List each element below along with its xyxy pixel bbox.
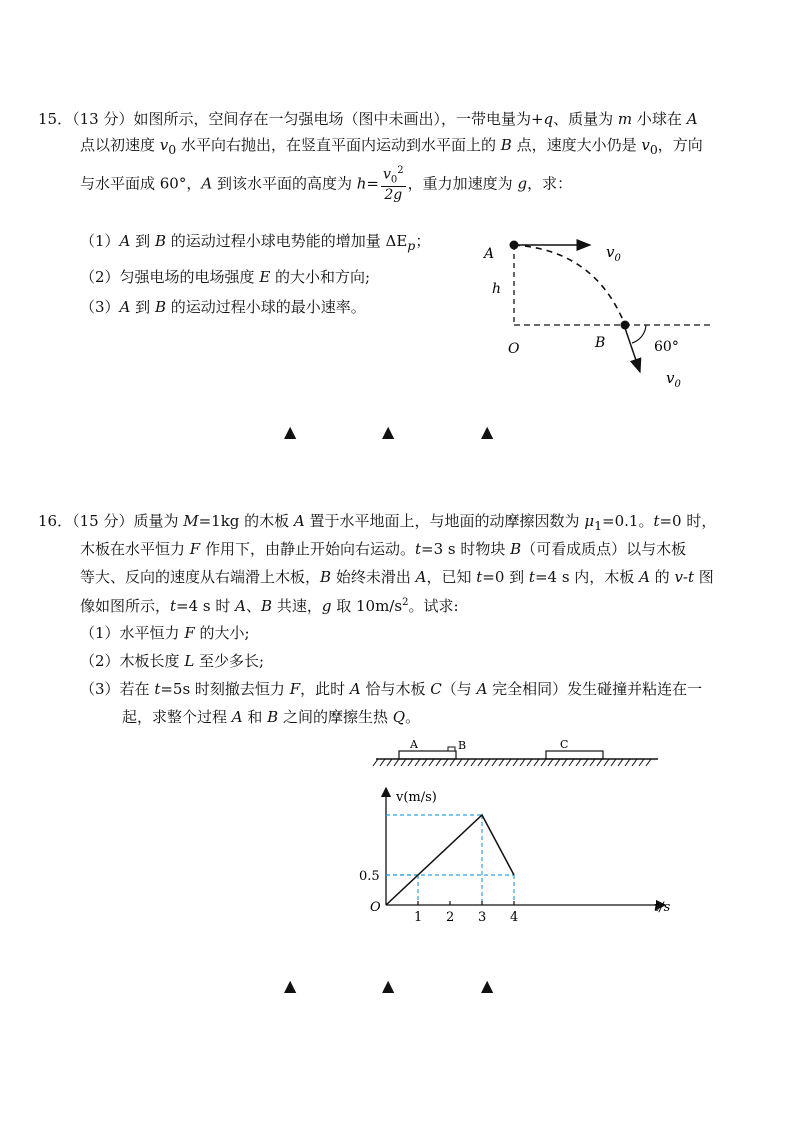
end-marker-1a: ▲ [284, 422, 297, 441]
label-angle: 60° [654, 339, 679, 355]
q15-part-1: （1）A 到 B 的运动过程小球电势能的增加量 $\Delta E_p$； [80, 232, 431, 253]
origin-label: O [370, 900, 381, 915]
hatch-mark [548, 759, 553, 766]
hatch-mark [471, 759, 476, 766]
hatch-mark [604, 759, 609, 766]
block-B [448, 747, 455, 751]
hatch-mark [576, 759, 581, 766]
q16-line-1: 16．（15 分）质量为 M=1kg 的木板 A 置于水平地面上，与地面的动摩擦因数为 $\mu_1=0.1$。t=0 时， [38, 512, 717, 533]
point-A [510, 241, 519, 250]
hatch-mark [646, 759, 651, 766]
hatch-mark [513, 759, 518, 766]
point-B [621, 321, 630, 330]
hatch-mark [541, 759, 546, 766]
q16-part-3-cont: 起，求整个过程 A 和 B 之间的摩擦生热 Q。 [122, 708, 421, 726]
x-tick-label: 3 [478, 910, 487, 925]
x-tick-label: 4 [510, 910, 519, 925]
hatch-mark [443, 759, 448, 766]
hatch-mark [485, 759, 490, 766]
hatch-mark [639, 759, 644, 766]
hatch-mark [380, 759, 385, 766]
hatch-mark [436, 759, 441, 766]
hatch-mark [408, 759, 413, 766]
q15-part-2: （2）匀强电场的电场强度 E 的大小和方向; [80, 268, 371, 286]
ground-hatch [373, 759, 651, 766]
hatch-mark [450, 759, 455, 766]
hatch-mark [394, 759, 399, 766]
board-A-label: A [410, 738, 418, 751]
label-v0-top: $v_0$ [606, 243, 621, 264]
q16-part-1: （1）水平恒力 F 的大小; [80, 624, 250, 642]
boards-figure [370, 735, 670, 775]
y-axis-label: v(m/s) [396, 790, 437, 805]
label-B: B [595, 335, 606, 351]
velocity-line [386, 815, 514, 905]
hatch-mark [415, 759, 420, 766]
end-marker-1b: ▲ [382, 422, 395, 441]
q15-line-1: 15．（13 分）如图所示，空间存在一匀强电场（图中未画出），一带电量为+q、质量为 m 小球在 A [38, 110, 698, 128]
hatch-mark [555, 759, 560, 766]
q16-line-4: 像如图所示，t=4 s 时 A、B 共速，g 取 $10m/s^2$。试求: [80, 597, 459, 615]
q16-line-2: 木板在水平恒力 F 作用下，由静止开始向右运动。t=3 s 时物块 B（可看成质点）以与木板 [80, 540, 687, 558]
x-tick-label: 1 [414, 910, 423, 925]
label-O: O [508, 341, 520, 357]
hatch-mark [569, 759, 574, 766]
hatch-mark [457, 759, 462, 766]
end-marker-2b: ▲ [382, 976, 395, 995]
q16-part-2: （2）木板长度 L 至少多长; [80, 652, 265, 670]
end-marker-2c: ▲ [481, 976, 494, 995]
hatch-mark [632, 759, 637, 766]
hatch-mark [387, 759, 392, 766]
q15-line-2: 点以初速度 $v_0$ 水平向右抛出，在竖直平面内运动到水平面上的 B 点，速度大小仍是 $v_0$，方向 [80, 136, 703, 157]
hatch-mark [520, 759, 525, 766]
hatch-mark [625, 759, 630, 766]
hatch-mark [618, 759, 623, 766]
q15-part-3: （3）A 到 B 的运动过程小球的最小速率。 [80, 298, 366, 316]
q16-part-3: （3）若在 t=5s 时刻撤去恒力 F，此时 A 恰与木板 C（与 A 完全相同）发生碰撞并粘连在一 [80, 680, 703, 698]
q16-line-3: 等大、反向的速度从右端滑上木板，B 始终未滑出 A，已知 t=0 到 t=4 s 内，木板 A 的 v-t 图 [80, 568, 714, 586]
velocity-arrow-bottom [625, 328, 640, 372]
hatch-mark [506, 759, 511, 766]
hatch-mark [492, 759, 497, 766]
hatch-mark [429, 759, 434, 766]
end-marker-1c: ▲ [481, 422, 494, 441]
vt-chart [350, 785, 700, 935]
q15-figure [470, 225, 730, 395]
label-A: A [484, 246, 495, 262]
hatch-mark [611, 759, 616, 766]
hatch-mark [590, 759, 595, 766]
hatch-mark [499, 759, 504, 766]
q15-line-3: 与水平面成 60°，A 到该水平面的高度为 h= $\frac{v_0^2}{2g}$ ，重力加速度为 g，求： [80, 165, 573, 204]
hatch-mark [597, 759, 602, 766]
board-A [399, 751, 456, 759]
end-marker-2a: ▲ [284, 976, 297, 995]
hatch-mark [562, 759, 567, 766]
x-axis-label: t/s [654, 900, 671, 915]
hatch-mark [373, 759, 378, 766]
board-C-label: C [560, 738, 569, 751]
hatch-mark [478, 759, 483, 766]
label-v0-bottom: $v_0$ [666, 369, 681, 390]
y-tick-label: 0.5 [359, 869, 380, 884]
board-B-label: B [458, 739, 467, 752]
angle-arc [632, 325, 646, 343]
board-C [546, 751, 603, 759]
height-fraction: $\frac{v_0^2}{2g}$ [383, 165, 404, 204]
hatch-mark [464, 759, 469, 766]
hatch-mark [583, 759, 588, 766]
hatch-mark [422, 759, 427, 766]
label-h: h [492, 281, 502, 297]
hatch-mark [527, 759, 532, 766]
x-tick-label: 2 [446, 910, 455, 925]
hatch-mark [401, 759, 406, 766]
hatch-mark [534, 759, 539, 766]
